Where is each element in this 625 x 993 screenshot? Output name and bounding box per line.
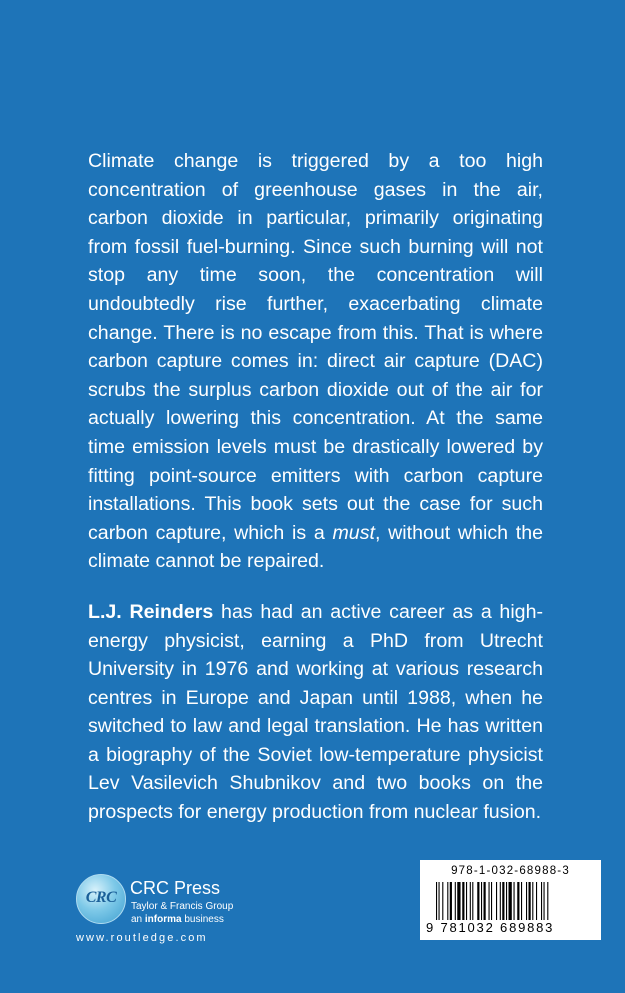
publisher-business: an informa business: [131, 914, 224, 925]
description-text-b: , without which the climate cannot be repaired.: [88, 521, 543, 573]
description-text-a: Climate change is triggered by a too high concentration of greenhouse gases in the air, carbon dioxide in particular, primarily originating from fossil fuel-burning. Since such burning will not stop any time soon, the concentration will undoubtedly rise further, exacerbating climate change. There is no escape from this. That is where carbon capture comes in: direct air capture (DAC) scrubs the surplus carbon dioxide out of the air for actually lowering this concentration. At the same time emission levels must be drastically lowered by fitting point-source emitters with carbon capture installations. This book sets out the case for such carbon capture, which is a: [88, 150, 543, 544]
informa-brand: informa: [144, 914, 182, 925]
ean-digits: 9 781032 689883: [426, 920, 555, 935]
emphasis-must: must: [332, 521, 375, 544]
author-bio-text: has had an active career as a high-energy physicist, earning a PhD from Utrecht University in 1976 and working at various research centres in Europe and Japan until 1988, when he switched to law and legal translation. He has written a biography of the Soviet low-temperature physicist Lev Vasilevich Shubnikov and two books on the prospects for energy production from nuclear fusion.: [88, 600, 544, 824]
publisher-block: [74, 872, 274, 952]
publisher-website: www.routledge.com: [76, 932, 208, 944]
barcode-bars: [436, 882, 586, 920]
isbn-barcode: [420, 860, 601, 940]
author-name: L.J. Reinders: [88, 600, 214, 623]
publisher-group: Taylor & Francis Group: [131, 901, 234, 912]
back-cover-blurb: [88, 147, 543, 827]
description-paragraph: [88, 147, 543, 576]
crc-logo-text: CRC: [85, 889, 117, 906]
publisher-name: CRC Press: [130, 878, 221, 898]
crc-logo-icon: [76, 874, 126, 924]
isbn-number: 978-1-032-68988-3: [451, 865, 570, 877]
author-bio-paragraph: [88, 598, 543, 827]
